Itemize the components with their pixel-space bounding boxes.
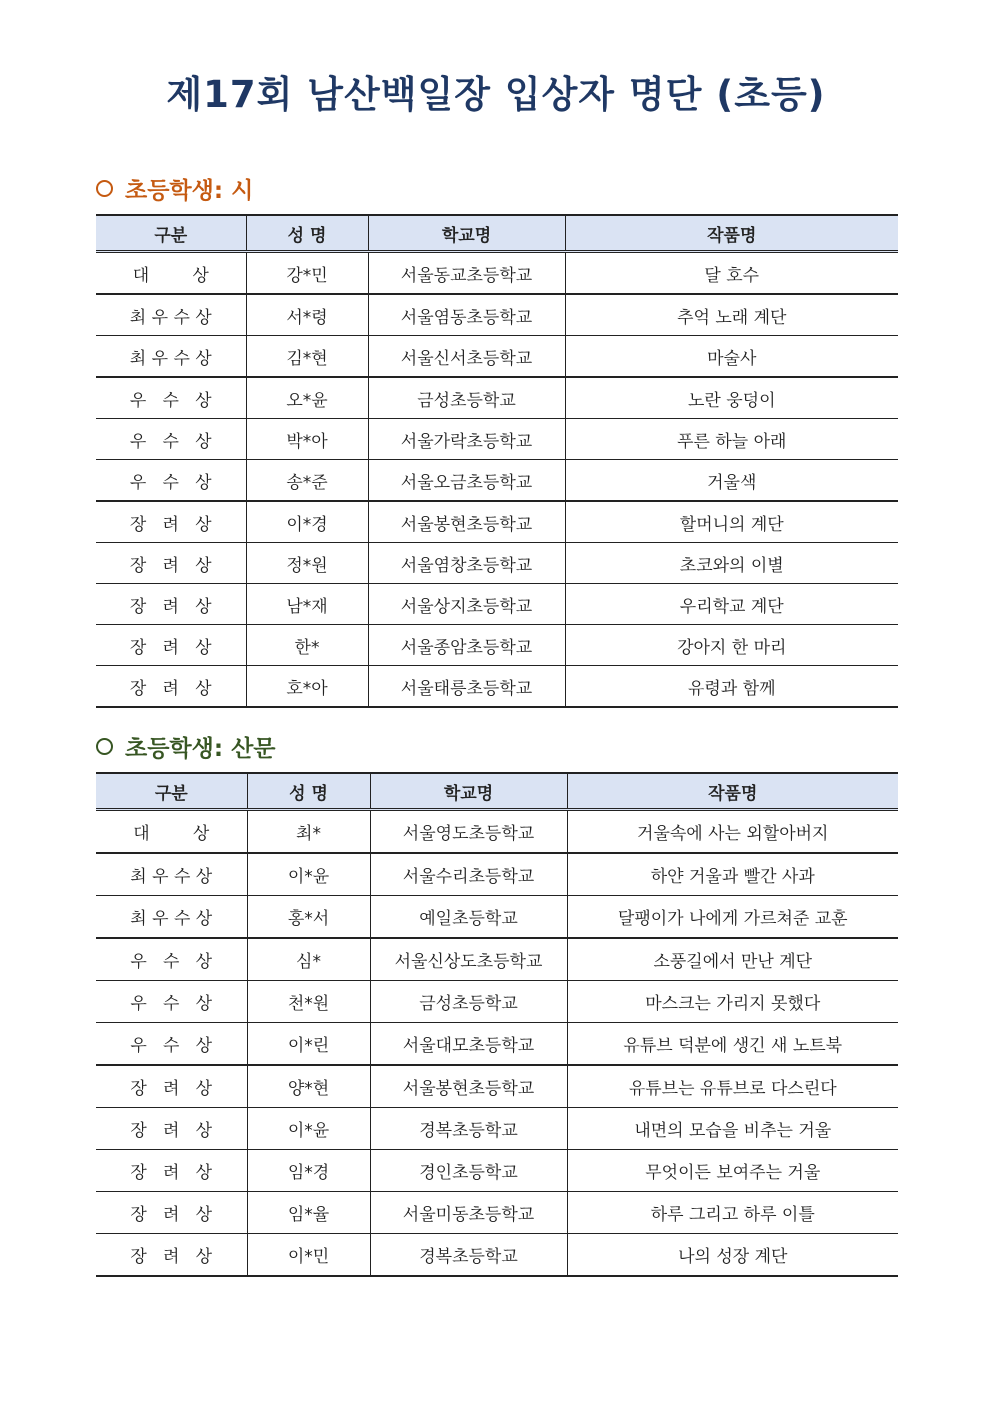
name-cell: 호*아 — [246, 666, 368, 708]
prose-table — [96, 772, 898, 1277]
poetry-rows — [96, 252, 898, 708]
prose-rows — [96, 810, 898, 1277]
work-cell: 거울색 — [565, 460, 898, 502]
table-row — [96, 981, 898, 1023]
table-header-row — [96, 773, 898, 810]
award-cell: 우 수 상 — [96, 938, 247, 981]
section-heading-poetry — [96, 172, 253, 205]
name-cell: 오*윤 — [246, 377, 368, 419]
work-cell: 강아지 한 마리 — [565, 625, 898, 666]
school-cell: 서울염동초등학교 — [368, 294, 565, 336]
table-row — [96, 810, 898, 854]
circle-bullet-icon — [96, 180, 113, 197]
name-cell: 홍*서 — [247, 896, 370, 939]
work-cell: 유령과 함께 — [565, 666, 898, 708]
table-row — [96, 938, 898, 981]
school-cell: 경복초등학교 — [370, 1234, 567, 1277]
name-cell: 박*아 — [246, 419, 368, 460]
school-cell: 서울동교초등학교 — [368, 252, 565, 295]
table-row — [96, 294, 898, 336]
school-cell: 서울염창초등학교 — [368, 543, 565, 584]
header-category: 구분 — [96, 215, 246, 252]
section-heading-prose — [96, 730, 276, 763]
name-cell: 심* — [247, 938, 370, 981]
award-cell: 장 려 상 — [96, 1192, 247, 1234]
table-row — [96, 1108, 898, 1150]
name-cell: 김*현 — [246, 336, 368, 378]
award-cell: 장 려 상 — [96, 543, 246, 584]
award-cell: 최 우 수 상 — [96, 896, 247, 939]
table-row — [96, 1192, 898, 1234]
name-cell: 이*린 — [247, 1023, 370, 1066]
work-cell: 노란 웅덩이 — [565, 377, 898, 419]
header-work: 작품명 — [567, 773, 898, 810]
name-cell: 이*경 — [246, 501, 368, 543]
work-cell: 나의 성장 계단 — [567, 1234, 898, 1277]
school-cell: 금성초등학교 — [370, 981, 567, 1023]
name-cell: 양*현 — [247, 1065, 370, 1108]
work-cell: 마술사 — [565, 336, 898, 378]
header-category: 구분 — [96, 773, 247, 810]
work-cell: 우리학교 계단 — [565, 584, 898, 625]
work-cell: 무엇이든 보여주는 거울 — [567, 1150, 898, 1192]
page-title: 제17회 남산백일장 입상자 명단 (초등) — [166, 73, 826, 116]
school-cell: 서울수리초등학교 — [370, 853, 567, 896]
work-cell: 거울속에 사는 외할아버지 — [567, 810, 898, 854]
school-cell: 경복초등학교 — [370, 1108, 567, 1150]
work-cell: 푸른 하늘 아래 — [565, 419, 898, 460]
name-cell: 남*재 — [246, 584, 368, 625]
name-cell: 최* — [247, 810, 370, 854]
school-cell: 경인초등학교 — [370, 1150, 567, 1192]
work-cell: 하루 그리고 하루 이틀 — [567, 1192, 898, 1234]
poetry-table — [96, 214, 898, 708]
award-cell: 장 려 상 — [96, 1234, 247, 1277]
award-cell: 우 수 상 — [96, 981, 247, 1023]
award-cell: 최 우 수 상 — [96, 294, 246, 336]
award-cell: 최 우 수 상 — [96, 853, 247, 896]
work-cell: 달팽이가 나에게 가르쳐준 교훈 — [567, 896, 898, 939]
award-cell: 대 상 — [96, 252, 246, 295]
circle-bullet-icon — [96, 738, 113, 755]
award-cell: 장 려 상 — [96, 501, 246, 543]
award-cell: 장 려 상 — [96, 625, 246, 666]
name-cell: 이*윤 — [247, 1108, 370, 1150]
school-cell: 금성초등학교 — [368, 377, 565, 419]
table-row — [96, 501, 898, 543]
work-cell: 하얀 거울과 빨간 사과 — [567, 853, 898, 896]
award-cell: 장 려 상 — [96, 1150, 247, 1192]
name-cell: 이*민 — [247, 1234, 370, 1277]
table-row — [96, 1150, 898, 1192]
work-cell: 유튜브 덕분에 생긴 새 노트북 — [567, 1023, 898, 1066]
name-cell: 한* — [246, 625, 368, 666]
award-cell: 우 수 상 — [96, 419, 246, 460]
table-row — [96, 853, 898, 896]
school-cell: 서울오금초등학교 — [368, 460, 565, 502]
table-row — [96, 543, 898, 584]
name-cell: 임*경 — [247, 1150, 370, 1192]
header-name: 성 명 — [246, 215, 368, 252]
work-cell: 초코와의 이별 — [565, 543, 898, 584]
work-cell: 마스크는 가리지 못했다 — [567, 981, 898, 1023]
school-cell: 서울종암초등학교 — [368, 625, 565, 666]
section-heading-text: 초등학생: 시 — [125, 178, 254, 204]
name-cell: 송*준 — [246, 460, 368, 502]
school-cell: 예일초등학교 — [370, 896, 567, 939]
school-cell: 서울미동초등학교 — [370, 1192, 567, 1234]
work-cell: 소풍길에서 만난 계단 — [567, 938, 898, 981]
name-cell: 천*원 — [247, 981, 370, 1023]
school-cell: 서울대모초등학교 — [370, 1023, 567, 1066]
award-cell: 장 려 상 — [96, 584, 246, 625]
school-cell: 서울영도초등학교 — [370, 810, 567, 854]
work-cell: 내면의 모습을 비추는 거울 — [567, 1108, 898, 1150]
table-row — [96, 666, 898, 708]
table-row — [96, 1234, 898, 1277]
name-cell: 강*민 — [246, 252, 368, 295]
award-cell: 장 려 상 — [96, 1108, 247, 1150]
table-row — [96, 419, 898, 460]
table-header-row — [96, 215, 898, 252]
header-work: 작품명 — [565, 215, 898, 252]
work-cell: 유튜브는 유튜브로 다스린다 — [567, 1065, 898, 1108]
award-cell: 대 상 — [96, 810, 247, 854]
work-cell: 달 호수 — [565, 252, 898, 295]
work-cell: 추억 노래 계단 — [565, 294, 898, 336]
name-cell: 정*원 — [246, 543, 368, 584]
award-cell: 최 우 수 상 — [96, 336, 246, 378]
work-cell: 할머니의 계단 — [565, 501, 898, 543]
award-cell: 우 수 상 — [96, 460, 246, 502]
school-cell: 서울신상도초등학교 — [370, 938, 567, 981]
school-cell: 서울상지초등학교 — [368, 584, 565, 625]
header-name: 성 명 — [247, 773, 370, 810]
table-row — [96, 584, 898, 625]
award-cell: 우 수 상 — [96, 377, 246, 419]
header-school: 학교명 — [368, 215, 565, 252]
table-row — [96, 896, 898, 939]
table-row — [96, 460, 898, 502]
table-row — [96, 1023, 898, 1066]
name-cell: 이*윤 — [247, 853, 370, 896]
table-row — [96, 377, 898, 419]
school-cell: 서울봉현초등학교 — [368, 501, 565, 543]
table-row — [96, 625, 898, 666]
school-cell: 서울가락초등학교 — [368, 419, 565, 460]
school-cell: 서울신서초등학교 — [368, 336, 565, 378]
school-cell: 서울봉현초등학교 — [370, 1065, 567, 1108]
table-row — [96, 1065, 898, 1108]
section-heading-text: 초등학생: 산문 — [125, 736, 276, 762]
award-cell: 장 려 상 — [96, 666, 246, 708]
table-row — [96, 336, 898, 378]
school-cell: 서울태릉초등학교 — [368, 666, 565, 708]
table-row — [96, 252, 898, 295]
award-cell: 장 려 상 — [96, 1065, 247, 1108]
name-cell: 임*율 — [247, 1192, 370, 1234]
award-cell: 우 수 상 — [96, 1023, 247, 1066]
header-school: 학교명 — [370, 773, 567, 810]
name-cell: 서*령 — [246, 294, 368, 336]
